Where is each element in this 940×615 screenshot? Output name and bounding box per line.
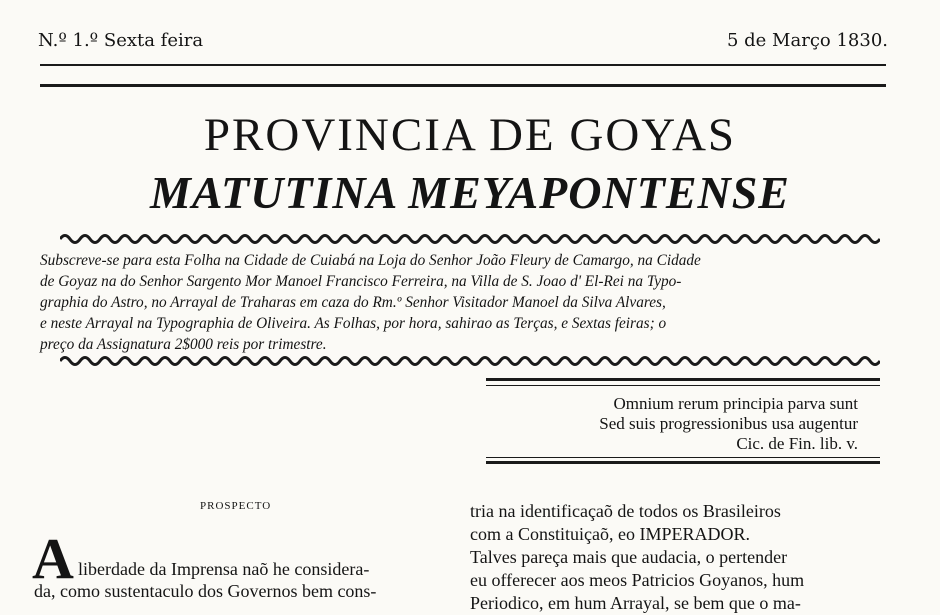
section-title: PROSPECTO xyxy=(200,500,272,512)
column-line: da, como sustentaculo dos Governos bem cons- xyxy=(34,581,377,601)
epigraph-rule-bottom-thin xyxy=(486,457,880,458)
column-line: eu offerecer aos meos Patricios Goyanos, hum xyxy=(470,570,805,590)
left-column-continued xyxy=(34,580,376,603)
column-line: Talves pareça mais que audacia, o pertender xyxy=(470,547,788,567)
subscription-line: Subscreve-se para esta Folha na Cidade de Cuiabá na Loja do Senhor João Fleury de Camargo, na Cidade xyxy=(40,252,701,269)
top-rule-thick xyxy=(40,84,886,87)
column-line: com a Constituiçaõ, eo IMPERADOR. xyxy=(470,524,750,544)
issue-date: 5 de Março 1830. xyxy=(726,30,888,51)
epigraph xyxy=(599,394,858,454)
epigraph-rule-top xyxy=(486,378,880,381)
epigraph-line: Sed suis progressionibus usa augentur xyxy=(599,414,858,433)
subscription-line: graphia do Astro, no Arrayal de Traharas em caza do Rm.º Senhor Visitador Manoel da Silva Alvares, xyxy=(40,294,666,311)
subscription-line: e neste Arrayal na Typographia de Oliveira. As Folhas, por hora, sahirao as Terças, e Sextas feiras; o xyxy=(40,315,667,332)
subscription-line: de Goyaz na do Senhor Sargento Mor Manoel Francisco Ferreira, na Villa de S. Joao d' El-Rei na Typo- xyxy=(40,273,682,290)
column-line: tria na identificaçaõ de todos os Brasileiros xyxy=(470,501,781,521)
ornamental-rule-top xyxy=(60,232,880,246)
column-line: liberdade da Imprensa naõ he considera- xyxy=(78,559,370,579)
masthead-province: PROVINCIA DE GOYAS xyxy=(203,109,737,161)
left-column xyxy=(78,558,369,581)
subscription-notice xyxy=(40,250,900,355)
masthead-title: MATUTINA MEYAPONTENSE xyxy=(150,167,790,218)
drop-cap: A xyxy=(32,526,74,591)
column-line: Periodico, em hum Arrayal, se bem que o ma- xyxy=(470,593,801,613)
subscription-line: preço da Assignatura 2$000 reis por trimestre. xyxy=(40,336,327,353)
top-rule-thin xyxy=(40,64,886,66)
ornamental-rule-bottom xyxy=(60,354,880,368)
issue-label: N.º 1.º Sexta feira xyxy=(38,30,204,51)
epigraph-rule-bottom xyxy=(486,461,880,464)
epigraph-line: Omnium rerum principia parva sunt xyxy=(613,394,858,413)
epigraph-rule-top-thin xyxy=(486,385,880,386)
epigraph-attribution: Cic. de Fin. lib. v. xyxy=(736,434,858,453)
